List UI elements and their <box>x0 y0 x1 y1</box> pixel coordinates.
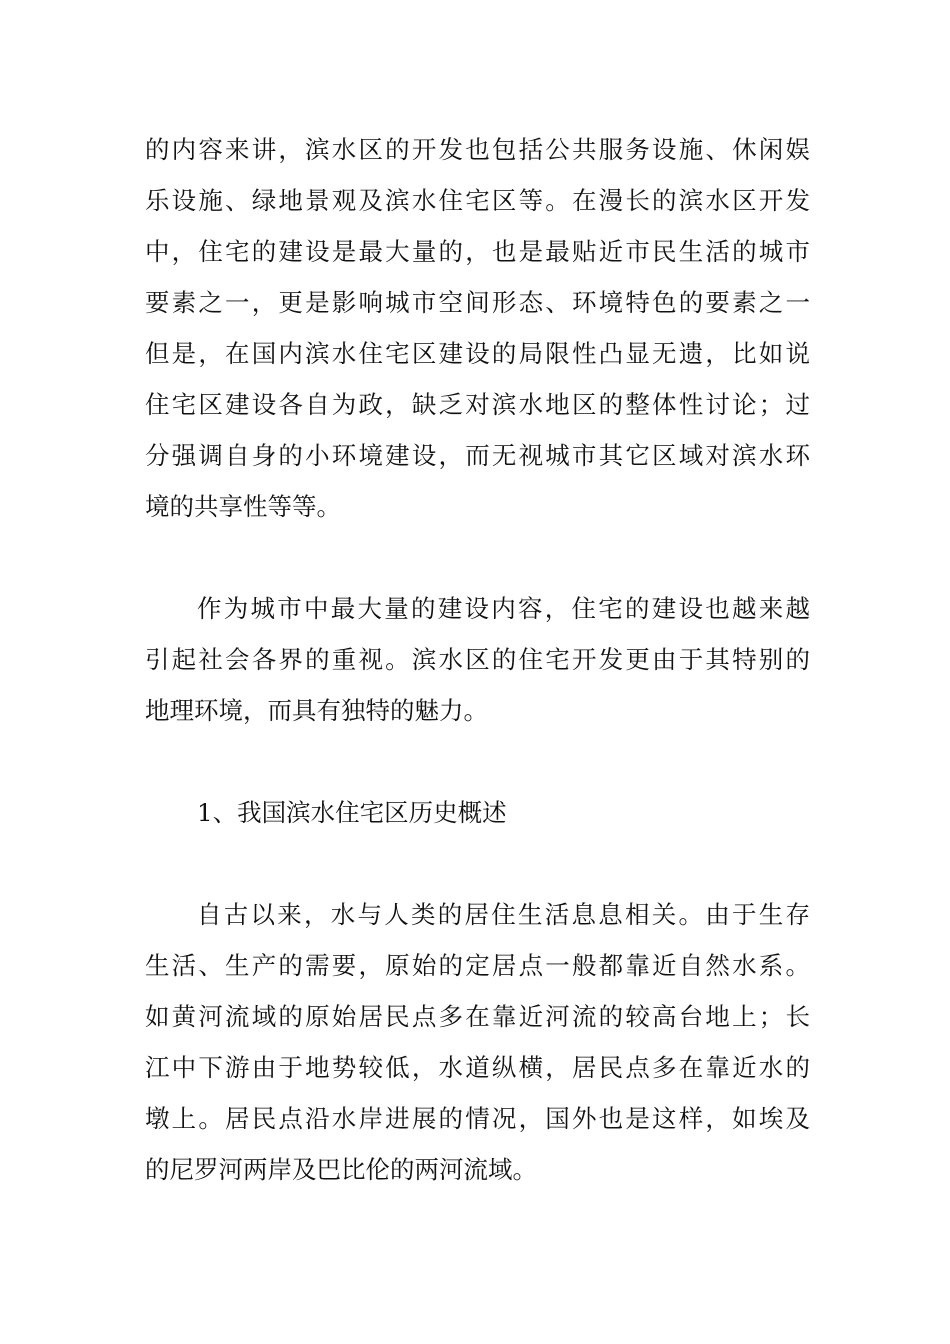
paragraph-line: 生活、生产的需要，原始的定居点一般都靠近自然水系。 <box>145 951 810 980</box>
section-heading-text: 1、我国滨水住宅区历史概述 <box>197 798 507 827</box>
paragraph-line: 乐设施、绿地景观及滨水住宅区等。在漫长的滨水区开发 <box>145 186 810 215</box>
paragraph-line: 但是，在国内滨水住宅区建设的局限性凸显无遗，比如说 <box>145 339 810 368</box>
paragraph-line: 的内容来讲，滨水区的开发也包括公共服务设施、休闲娱 <box>145 135 810 164</box>
paragraph-line: 分强调自身的小环境建设，而无视城市其它区域对滨水环 <box>145 441 810 470</box>
paragraph-line: 江中下游由于地势较低，水道纵横，居民点多在靠近水的 <box>145 1053 810 1082</box>
paragraph-line: 境的共享性等等。 <box>145 492 341 521</box>
paragraph-line: 自古以来，水与人类的居住生活息息相关。由于生存 <box>197 900 810 929</box>
paragraph-line: 如黄河流域的原始居民点多在靠近河流的较高台地上；长 <box>145 1002 810 1031</box>
document-body <box>145 124 810 1195</box>
paragraph-line: 要素之一，更是影响城市空间形态、环境特色的要素之一 <box>145 288 810 317</box>
paragraph-line: 中，住宅的建设是最大量的，也是最贴近市民生活的城市 <box>145 237 810 266</box>
paragraph-line: 住宅区建设各自为政，缺乏对滨水地区的整体性讨论；过 <box>145 390 810 419</box>
section-heading <box>145 787 810 838</box>
paragraph-line: 地理环境，而具有独特的魅力。 <box>145 696 488 725</box>
paragraph-line: 作为城市中最大量的建设内容，住宅的建设也越来越 <box>197 594 810 623</box>
paragraph-line: 墩上。居民点沿水岸进展的情况，国外也是这样，如埃及 <box>145 1104 810 1133</box>
paragraph-2 <box>145 583 810 736</box>
paragraph-1 <box>145 124 810 532</box>
paragraph-line: 引起社会各界的重视。滨水区的住宅开发更由于其特别的 <box>145 645 810 674</box>
paragraph-3 <box>145 889 810 1195</box>
paragraph-line: 的尼罗河两岸及巴比伦的两河流域。 <box>145 1155 537 1184</box>
